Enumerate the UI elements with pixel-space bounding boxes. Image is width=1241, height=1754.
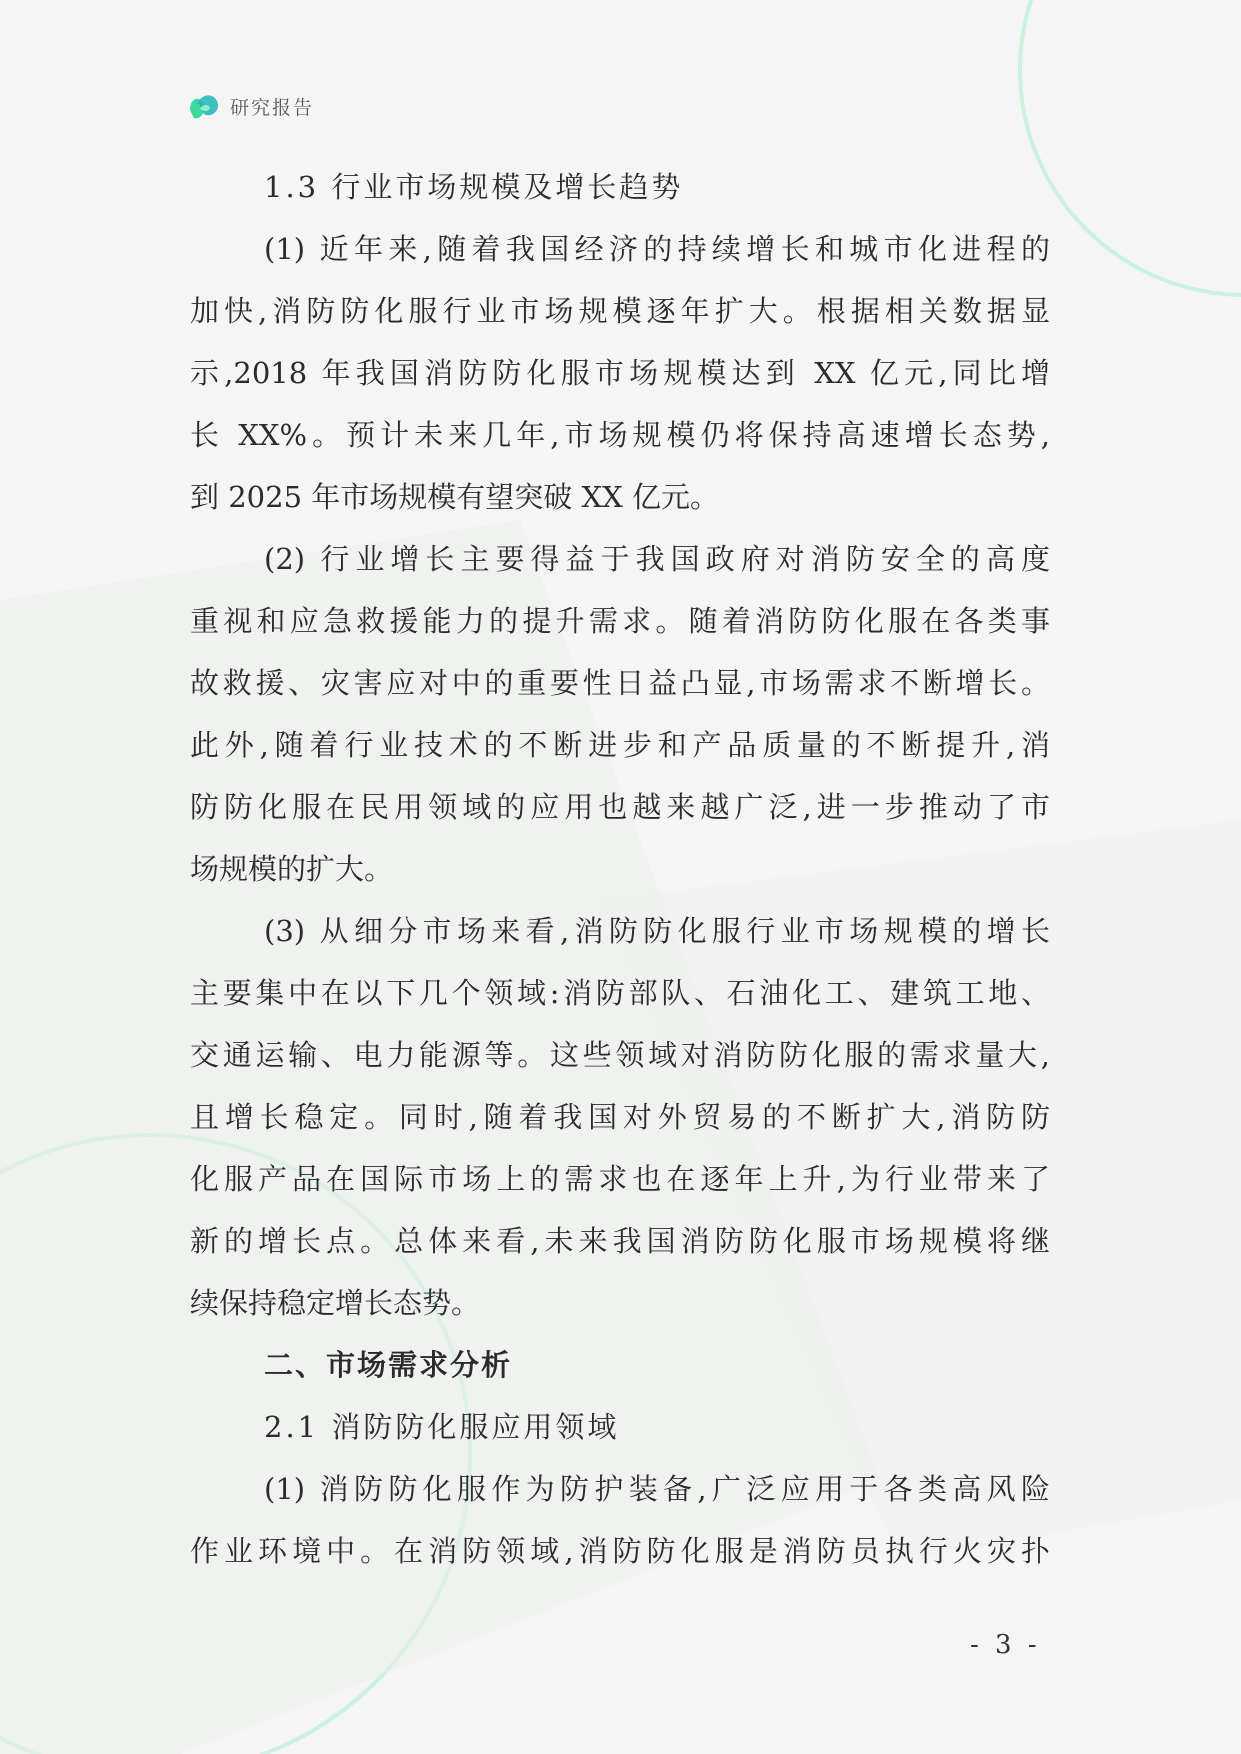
page-number: - 3 -	[970, 1630, 1041, 1660]
paragraph-line: 主要集中在以下几个领域:消防部队、石油化工、建筑工地、	[190, 976, 1050, 1010]
paragraph-line: 加快,消防防化服行业市场规模逐年扩大。根据相关数据显	[190, 294, 1050, 328]
paragraph-line: 续保持稳定增长态势。	[190, 1286, 481, 1320]
paragraph-line: 化服产品在国际市场上的需求也在逐年上升,为行业带来了	[190, 1162, 1050, 1196]
paragraph-line: 此外,随着行业技术的不断进步和产品质量的不断提升,消	[190, 728, 1050, 762]
paragraph-line: (3) 从细分市场来看,消防防化服行业市场规模的增长	[264, 914, 1050, 948]
paragraph-line: 作业环境中。在消防领域,消防防化服是消防员执行火灾扑	[190, 1534, 1050, 1568]
header-title: 研究报告	[230, 96, 315, 119]
paragraph-line: 长 XX%。预计未来几年,市场规模仍将保持高速增长态势,	[190, 418, 1050, 452]
document-body	[190, 156, 1050, 1582]
paragraph-2	[190, 528, 1050, 900]
paragraph-line: 示,2018 年我国消防防化服市场规模达到 XX 亿元,同比增	[190, 356, 1050, 390]
paragraph-line: 重视和应急救援能力的提升需求。随着消防防化服在各类事	[190, 604, 1050, 638]
green-leaf-logo-icon	[186, 88, 222, 124]
decorative-arc-top-right	[1020, 0, 1241, 295]
paragraph-4	[190, 1458, 1050, 1582]
paragraph-line: (1) 消防防化服作为防护装备,广泛应用于各类高风险	[264, 1472, 1050, 1506]
paragraph-line: 场规模的扩大。	[190, 852, 394, 886]
paragraph-1	[190, 218, 1050, 528]
document-header	[186, 88, 314, 124]
paragraph-line: 到 2025 年市场规模有望突破 XX 亿元。	[190, 480, 719, 514]
paragraph-line: (2) 行业增长主要得益于我国政府对消防安全的高度	[264, 542, 1050, 576]
paragraph-line: 故救援、灾害应对中的重要性日益凸显,市场需求不断增长。	[190, 666, 1050, 700]
section-1-3-heading: 1.3 行业市场规模及增长趋势	[264, 170, 684, 204]
paragraph-line: 且增长稳定。同时,随着我国对外贸易的不断扩大,消防防	[190, 1100, 1050, 1134]
section-2-heading: 二、市场需求分析	[264, 1348, 513, 1382]
section-2-1-heading: 2.1 消防防化服应用领域	[264, 1410, 620, 1444]
paragraph-line: (1) 近年来,随着我国经济的持续增长和城市化进程的	[264, 232, 1050, 266]
paragraph-line: 交通运输、电力能源等。这些领域对消防防化服的需求量大,	[190, 1038, 1050, 1072]
paragraph-3	[190, 900, 1050, 1334]
paragraph-line: 防防化服在民用领域的应用也越来越广泛,进一步推动了市	[190, 790, 1050, 824]
paragraph-line: 新的增长点。总体来看,未来我国消防防化服市场规模将继	[190, 1224, 1050, 1258]
